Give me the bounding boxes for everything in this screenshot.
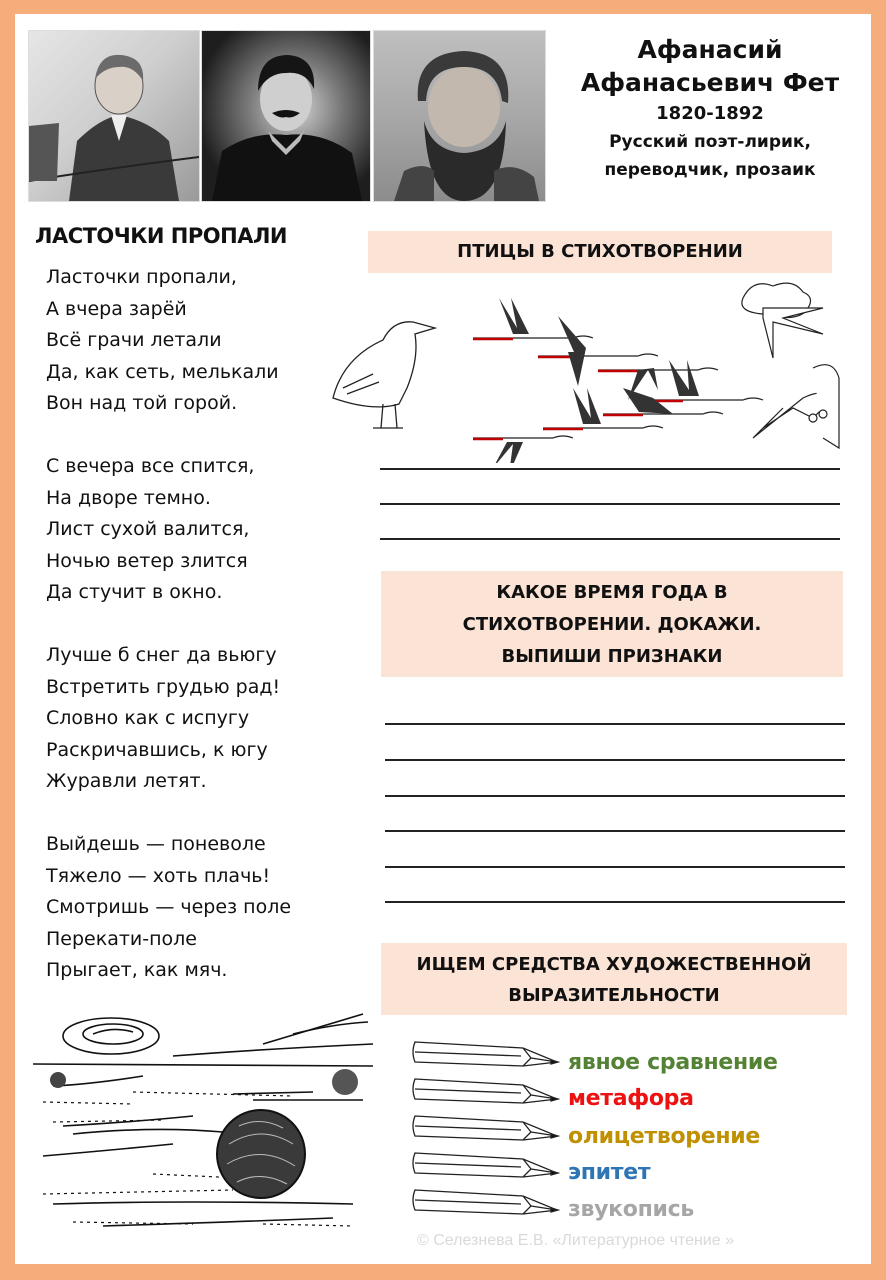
- stanza: [46, 640, 291, 798]
- pencils-illustration: [411, 1036, 561, 1226]
- answer-line[interactable]: [380, 503, 840, 505]
- portrait-bearded: [373, 30, 546, 202]
- author-first-name: Афанасий: [637, 35, 783, 64]
- poem-line: Выйдешь — поневоле: [46, 833, 266, 855]
- answer-line[interactable]: [385, 723, 845, 725]
- answer-line[interactable]: [385, 866, 845, 868]
- author-full-name: Афанасьевич Фет: [580, 68, 840, 97]
- answer-line[interactable]: [380, 538, 840, 540]
- stanza: [46, 262, 291, 420]
- poem-line: Да, как сеть, мелькали: [46, 360, 279, 383]
- device-simile: явное сравнение: [568, 1050, 778, 1075]
- device-personification: олицетворение: [568, 1124, 760, 1149]
- poem-text: [46, 262, 291, 1018]
- answer-line[interactable]: [380, 468, 840, 470]
- poem-line: Журавли летят.: [46, 770, 207, 792]
- poem-line: Прыгает, как мяч.: [46, 959, 228, 981]
- device-epithet: эпитет: [568, 1160, 651, 1185]
- poem-line: С вечера все спится,: [46, 455, 255, 477]
- poem-title: ЛАСТОЧКИ ПРОПАЛИ: [35, 224, 287, 248]
- pencil-icon: [413, 1042, 558, 1214]
- rook-icon: [333, 322, 435, 428]
- poem-line: Ночью ветер злится: [46, 549, 248, 572]
- author-description-1: Русский поэт-лирик,: [609, 132, 811, 152]
- devices-heading-line2: ВЫРАЗИТЕЛЬНОСТИ: [508, 985, 720, 1006]
- poem-line: Да стучит в окно.: [46, 581, 223, 603]
- answer-line[interactable]: [385, 901, 845, 903]
- season-task-heading: [381, 571, 843, 677]
- cranes-icon: [473, 298, 763, 463]
- birds-task-heading: ПТИЦЫ В СТИХОТВОРЕНИИ: [368, 231, 832, 273]
- poem-line: Смотришь — через поле: [46, 896, 292, 918]
- portrait-child: [28, 30, 200, 202]
- answer-line[interactable]: [385, 795, 845, 797]
- author-info: [560, 34, 860, 184]
- season-heading-line3: ВЫПИШИ ПРИЗНАКИ: [501, 646, 723, 667]
- poem-line: А вчера зарёй: [46, 297, 187, 320]
- poem-line: Перекати-поле: [46, 927, 197, 950]
- worksheet: [15, 14, 871, 1264]
- poem-line: Всё грачи летали: [46, 329, 222, 351]
- swallows-icon: [742, 283, 839, 448]
- stanza: [46, 829, 291, 987]
- poem-line: Тяжело — хоть плачь!: [46, 864, 271, 887]
- tumbleweed-illustration: [33, 1004, 378, 1244]
- stanza: [46, 451, 291, 609]
- poem-line: Ласточки пропали,: [46, 266, 237, 288]
- copyright: © Селезнева Е.В. «Литературное чтение »: [417, 1232, 734, 1249]
- poem-line: Лучше б снег да вьюгу: [46, 644, 277, 666]
- portrait-officer: [201, 30, 371, 202]
- poem-line: Встретить грудью рад!: [46, 675, 281, 698]
- author-description-2: переводчик, прозаик: [604, 160, 816, 180]
- device-sound-writing: звукопись: [568, 1197, 694, 1222]
- answer-line[interactable]: [385, 759, 845, 761]
- season-heading-line1: КАКОЕ ВРЕМЯ ГОДА В: [496, 582, 728, 603]
- season-heading-line2: СТИХОТВОРЕНИИ. ДОКАЖИ.: [462, 614, 762, 635]
- devices-heading-line1: ИЩЕМ СРЕДСТВА ХУДОЖЕСТВЕННОЙ: [416, 954, 812, 975]
- author-years: 1820-1892: [656, 103, 764, 124]
- devices-task-heading: [381, 943, 847, 1015]
- answer-line[interactable]: [385, 830, 845, 832]
- poem-line: Раскричавшись, к югу: [46, 738, 268, 761]
- poem-line: На дворе темно.: [46, 486, 211, 509]
- poem-line: Лист сухой валится,: [46, 518, 250, 540]
- birds-illustration: [323, 278, 843, 463]
- poem-line: Вон над той горой.: [46, 392, 238, 414]
- poem-line: Словно как с испугу: [46, 707, 250, 729]
- device-metaphor: метафора: [568, 1086, 694, 1111]
